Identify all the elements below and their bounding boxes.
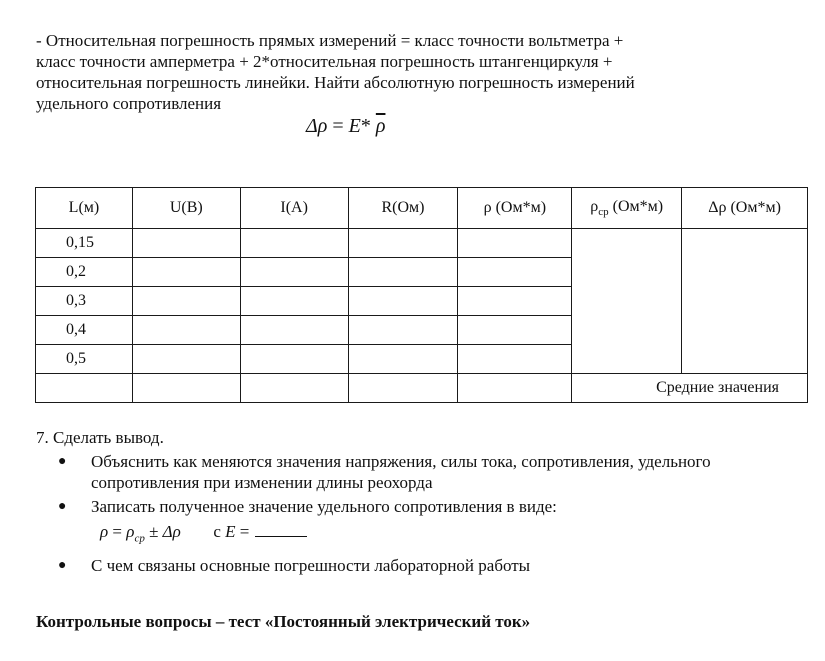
formula-equals: = bbox=[327, 115, 349, 137]
formula-rho: ρ bbox=[100, 522, 109, 541]
voltage-cell bbox=[132, 258, 240, 287]
length-cell: 0,15 bbox=[36, 229, 133, 258]
bullet-icon: ● bbox=[58, 454, 67, 469]
length-cell: 0,3 bbox=[36, 287, 133, 316]
averages-label: Средние значения bbox=[572, 374, 808, 403]
resistivity-result-formula bbox=[36, 521, 776, 549]
header-delta-resistivity: Δρ (Ом*м) bbox=[682, 188, 808, 229]
formula-with: с bbox=[213, 522, 221, 541]
header-current: I(А) bbox=[240, 188, 348, 229]
resistivity-cell bbox=[458, 229, 572, 258]
header-length: L(м) bbox=[36, 188, 133, 229]
intro-paragraph bbox=[36, 30, 736, 114]
header-rho-avg-main: ρ bbox=[590, 197, 599, 215]
current-cell bbox=[240, 316, 348, 345]
formula-e: E bbox=[348, 115, 361, 137]
formula-rho-main: ρ bbox=[126, 522, 135, 541]
formula-rho-mean: $\overline{\rho}$ bbox=[375, 115, 386, 137]
voltage-cell bbox=[132, 345, 240, 374]
formula-equals: = bbox=[108, 522, 127, 541]
length-cell: 0,4 bbox=[36, 316, 133, 345]
current-cell bbox=[240, 287, 348, 316]
empty-cell bbox=[132, 374, 240, 403]
bullet-text: Записать полученное значение удельного сопротивления в виде: bbox=[91, 497, 557, 516]
absolute-error-formula bbox=[306, 115, 385, 138]
resistance-cell bbox=[348, 287, 458, 316]
length-cell: 0,5 bbox=[36, 345, 133, 374]
empty-cell bbox=[36, 374, 133, 403]
header-voltage: U(В) bbox=[132, 188, 240, 229]
formula-delta-rho: Δρ bbox=[306, 115, 328, 137]
table-header-row bbox=[36, 188, 808, 229]
control-questions-title: Контрольные вопросы – тест «Постоянный электрический ток» bbox=[36, 612, 531, 631]
current-cell bbox=[240, 258, 348, 287]
resistance-cell bbox=[348, 258, 458, 287]
measurements-table bbox=[35, 187, 808, 403]
delta-resistivity-cell bbox=[682, 229, 808, 374]
bullet-icon: ● bbox=[58, 558, 67, 574]
intro-line-3: относительная погрешность линейки. Найти абсолютную погрешность измерений bbox=[36, 73, 635, 92]
length-cell: 0,2 bbox=[36, 258, 133, 287]
empty-cell bbox=[348, 374, 458, 403]
answer-blank bbox=[255, 522, 307, 537]
formula-plus-minus: ± bbox=[144, 522, 163, 541]
resistivity-cell bbox=[458, 345, 572, 374]
current-cell bbox=[240, 345, 348, 374]
list-item bbox=[36, 451, 776, 493]
formula-multiply: * bbox=[360, 115, 376, 137]
list-item bbox=[36, 496, 776, 517]
voltage-cell bbox=[132, 316, 240, 345]
voltage-cell bbox=[132, 229, 240, 258]
header-rho-avg-unit: (Ом*м) bbox=[608, 197, 664, 215]
conclusion-section bbox=[36, 427, 776, 579]
voltage-cell bbox=[132, 287, 240, 316]
intro-line-1: - Относительная погрешность прямых измерений = класс точности вольтметра + bbox=[36, 31, 624, 50]
header-resistivity-average bbox=[572, 188, 682, 229]
table-row bbox=[36, 229, 808, 258]
header-resistivity: ρ (Ом*м) bbox=[458, 188, 572, 229]
resistance-cell bbox=[348, 316, 458, 345]
bullet-text: Объяснить как меняются значения напряжения, силы тока, сопротивления, удельного сопротивления при изменении длины реохорда bbox=[91, 452, 711, 492]
formula-rho-sub: ср bbox=[134, 532, 145, 545]
resistance-cell bbox=[348, 345, 458, 374]
averages-row bbox=[36, 374, 808, 403]
header-rho-avg-sub: ср bbox=[598, 206, 609, 219]
intro-line-4: удельного сопротивления bbox=[36, 94, 222, 113]
empty-cell bbox=[240, 374, 348, 403]
resistivity-cell bbox=[458, 316, 572, 345]
intro-line-2: класс точности амперметра + 2*относительная погрешность штангенциркуля + bbox=[36, 52, 613, 71]
header-resistance: R(Ом) bbox=[348, 188, 458, 229]
formula-e: E bbox=[225, 522, 236, 541]
resistance-cell bbox=[348, 229, 458, 258]
resistivity-cell bbox=[458, 258, 572, 287]
bullet-text: С чем связаны основные погрешности лабораторной работы bbox=[91, 556, 531, 576]
empty-cell bbox=[458, 374, 572, 403]
resistivity-cell bbox=[458, 287, 572, 316]
resistivity-average-cell bbox=[572, 229, 682, 374]
formula-delta-rho: Δρ bbox=[162, 522, 181, 541]
formula-e-equals: = bbox=[235, 522, 250, 541]
conclusion-heading: 7. Сделать вывод. bbox=[36, 428, 164, 447]
bullet-icon: ● bbox=[58, 499, 67, 514]
current-cell bbox=[240, 229, 348, 258]
list-item bbox=[36, 555, 776, 576]
